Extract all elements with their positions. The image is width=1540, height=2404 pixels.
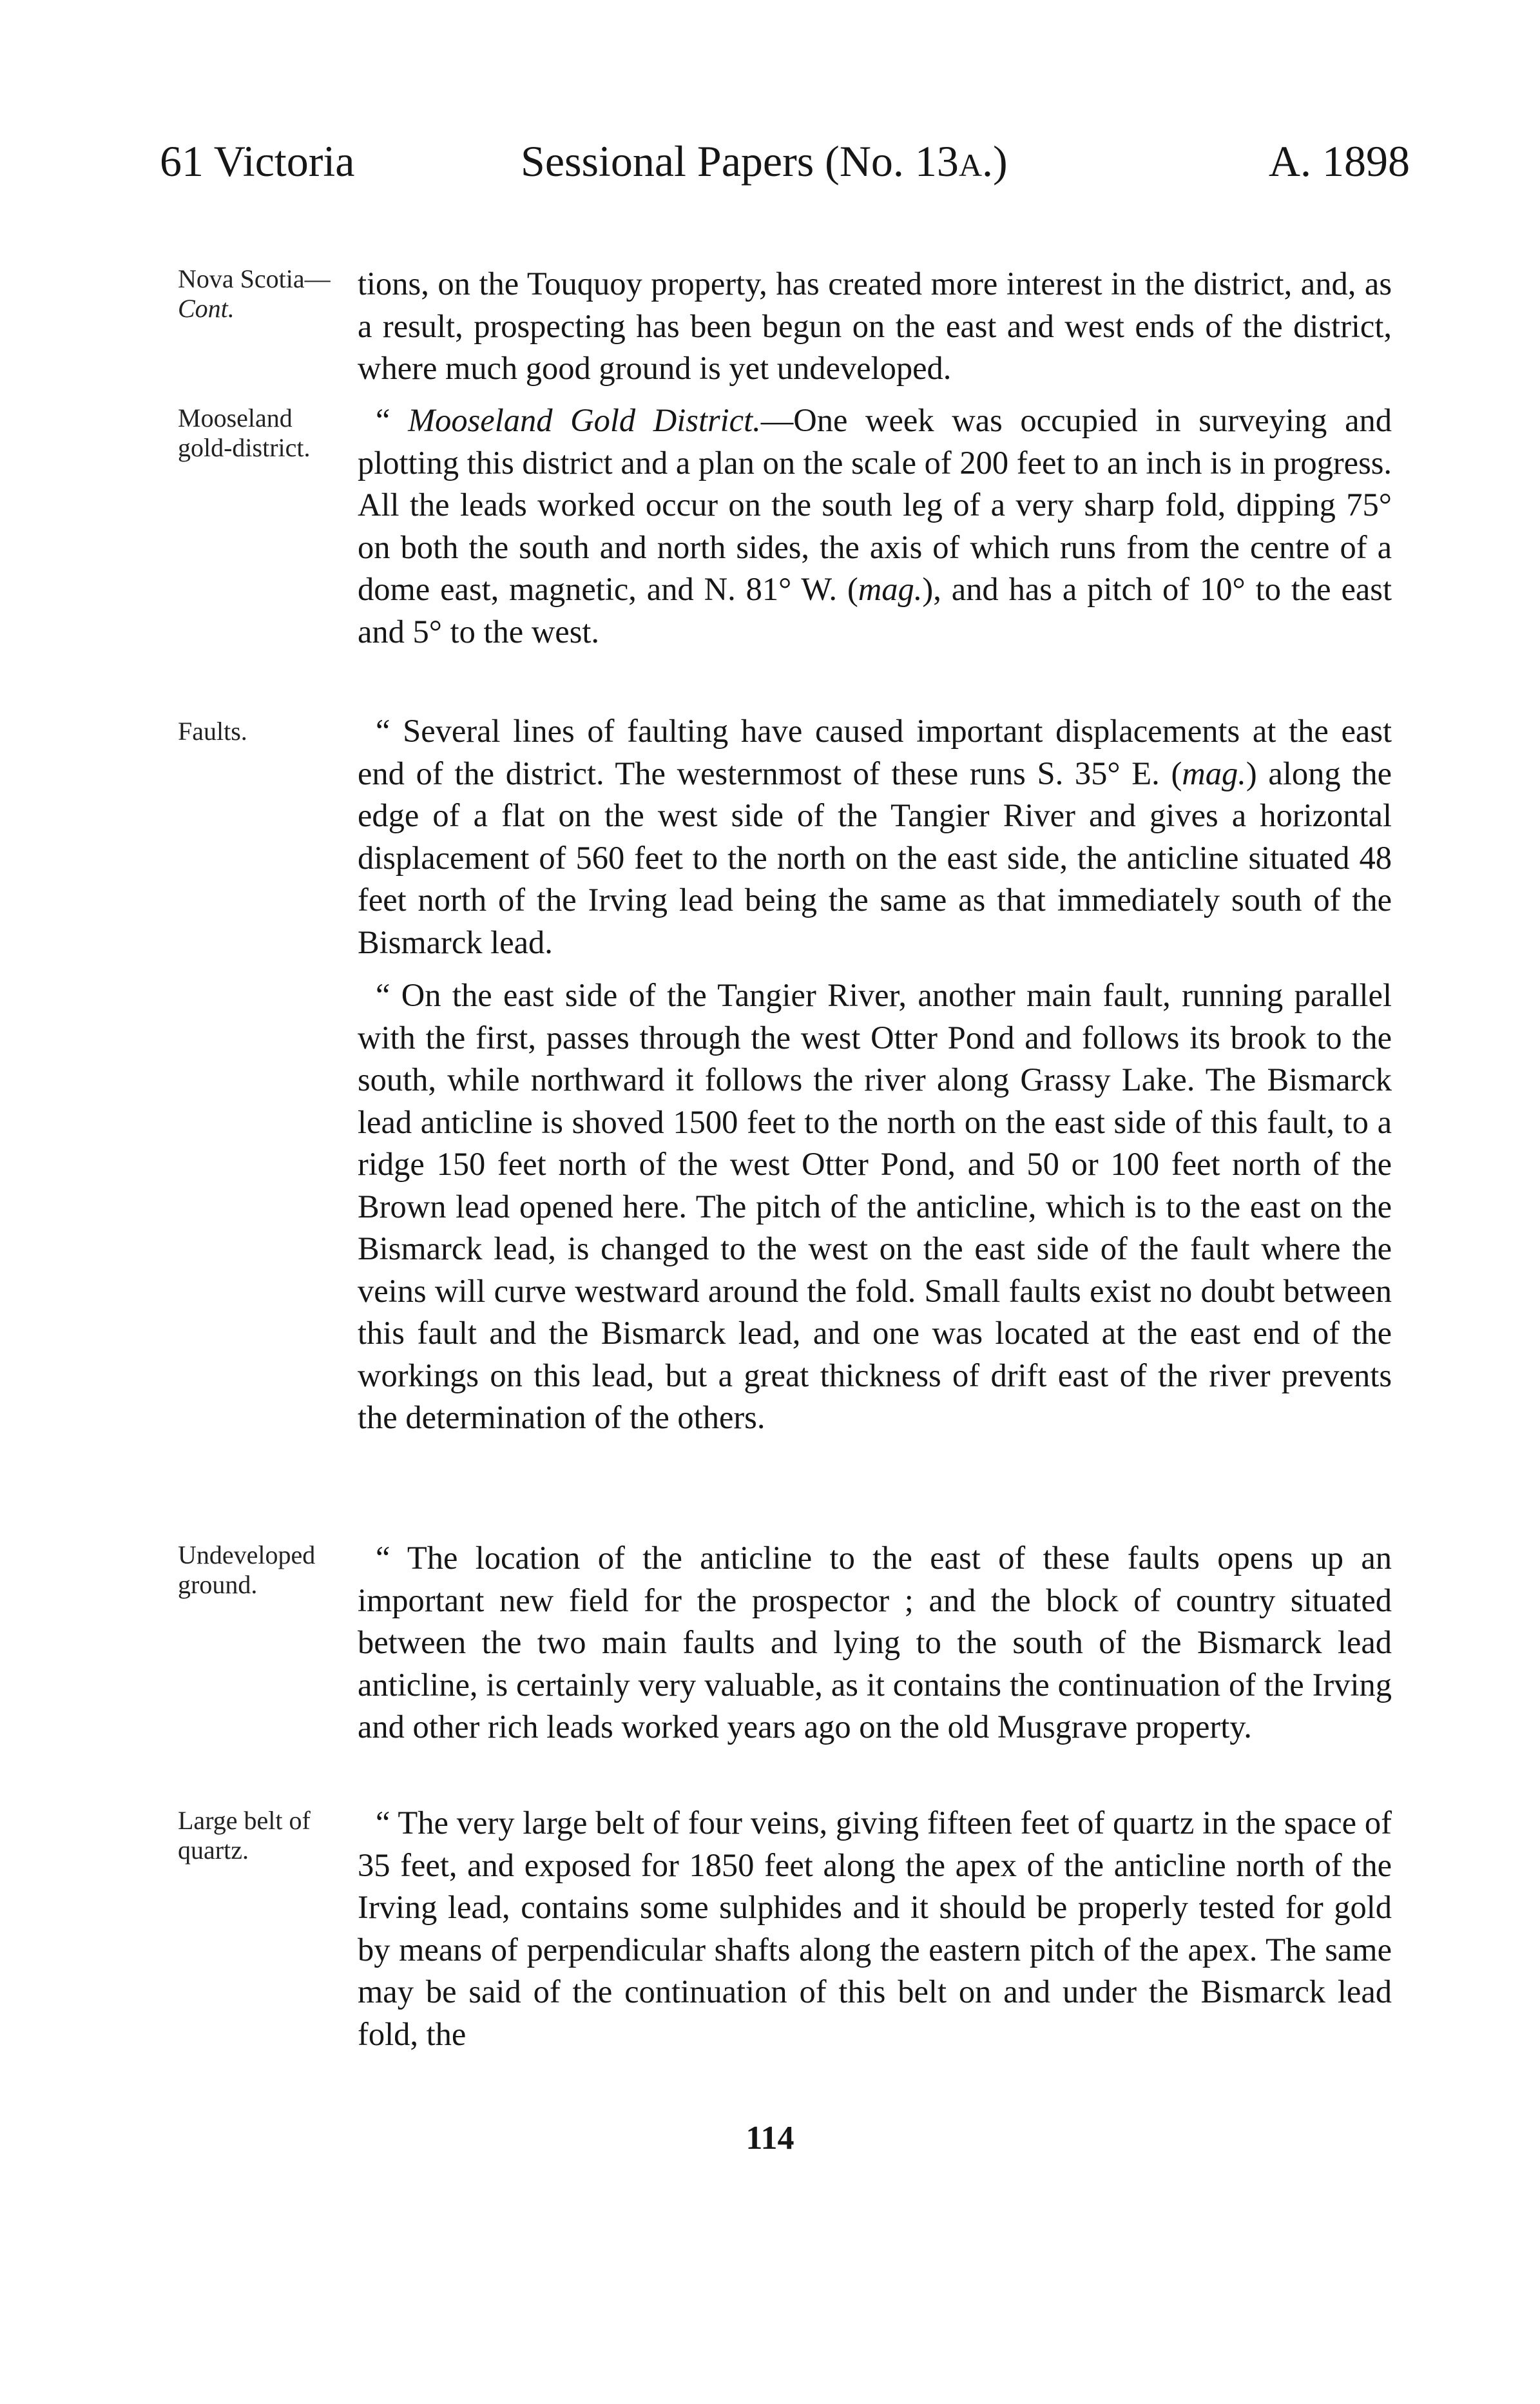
paragraph-faulting	[358, 710, 1392, 964]
quote-mark: “	[376, 402, 409, 438]
margin-note-large-belt	[178, 1806, 352, 1865]
paragraph-text-italic: mag.	[1182, 755, 1246, 791]
margin-note-line: Undeveloped	[178, 1540, 316, 1569]
margin-note-mooseland	[178, 403, 352, 463]
margin-note-line: quartz.	[178, 1836, 249, 1865]
paragraph-text: ) along the edge of a flat on the west side of the Tangier River and gives a horizontal displacement of 560 feet to the north on the east side, the anticline situated 48 feet north of the Irving lead being the same as that immediately south of the Bismarck lead.	[358, 755, 1392, 960]
margin-note-nova-scotia	[178, 264, 352, 324]
paragraph-text: —One week was occupied in surveying and plotting this district and a plan on the scale of 200 feet to an inch is in progress. All the leads worked occur on the south leg of a very sharp fold, dipping 75° on both the south and north sides, the axis of which runs from the centre of a dome east, magnetic, and N. 81° W. (	[358, 402, 1392, 607]
margin-note-line: ground.	[178, 1570, 258, 1599]
paragraph-mooseland	[358, 400, 1392, 653]
paragraph-touquoy: tions, on the Touquoy property, has created more interest in the district, and, as a result, prospecting has been begun on the east and west ends of the district, where much good ground is yet undeveloped.	[358, 266, 1392, 386]
header-title-smallcap: A	[958, 147, 983, 183]
paragraph-tangier-river: “ On the east side of the Tangier River, another main fault, running parallel with the first, passes through the west Otter Pond and follows its brook to the south, while northward it follows the river along Grassy Lake. The Bismarck lead anticline is shoved 1500 feet to the north on the east side of this fault, to a ridge 150 feet north of the west Otter Pond, and 50 or 100 feet north of the Brown lead opened here. The pitch of the anticline, which is to the east on the Bismarck lead, is changed to the west on the east side of the fault where the veins will curve westward around the fold. Small faults exist no doubt between this fault and the Bismarck lead, and one was located at the east end of the workings on this lead, but a great thickness of drift east of the river prevents the determination of the others.	[358, 977, 1392, 1435]
margin-note-undeveloped	[178, 1540, 352, 1600]
header-title	[521, 132, 1008, 194]
page-number: 114	[746, 2120, 794, 2157]
margin-note-faults	[178, 717, 352, 746]
paragraph-large-belt: “ The very large belt of four veins, giving fifteen feet of quartz in the space of 35 feet, and exposed for 1850 feet along the apex of the anticline north of the Irving lead, contains some sulphides and it should be properly tested for gold by means of perpendicular shafts along the eastern pitch of the apex. The same may be said of the continuation of this belt on and under the Bismarck lead fold, the	[358, 1805, 1392, 2052]
running-header	[160, 132, 1410, 190]
paragraph-text: ), and has a pitch of 10° to the east and 5° to the west.	[358, 571, 1392, 650]
margin-note-line: Mooseland	[178, 403, 293, 432]
header-title-prefix: Sessional Papers (No. 13	[521, 137, 959, 186]
margin-note-line: Faults.	[178, 717, 247, 746]
section-heading: Mooseland Gold District.	[408, 402, 761, 438]
paragraph-text-italic: mag.	[858, 571, 923, 607]
margin-note-line: Large belt of	[178, 1806, 311, 1835]
header-year: A. 1898	[1268, 137, 1410, 186]
paragraph-anticline-location: “ The location of the anticline to the east of these faults opens up an important new field for the prospector ; and the block of country situated between the two main faults and lying to the south of the Bismarck lead anticline, is certainly very valuable, as it contains the continuation of the Irving and other rich leads worked years ago on the old Musgrave property.	[358, 1540, 1392, 1745]
margin-note-line: gold-district.	[178, 433, 311, 462]
margin-note-line: Cont.	[178, 294, 235, 323]
paragraph-text: “ Several lines of faulting have caused important displacements at the east end of the district. The westernmost of these runs S. 35° E. (	[358, 713, 1392, 791]
margin-note-line: Nova Scotia—	[178, 264, 331, 293]
header-title-suffix: .)	[982, 137, 1008, 186]
header-session: 61 Victoria	[160, 137, 355, 186]
